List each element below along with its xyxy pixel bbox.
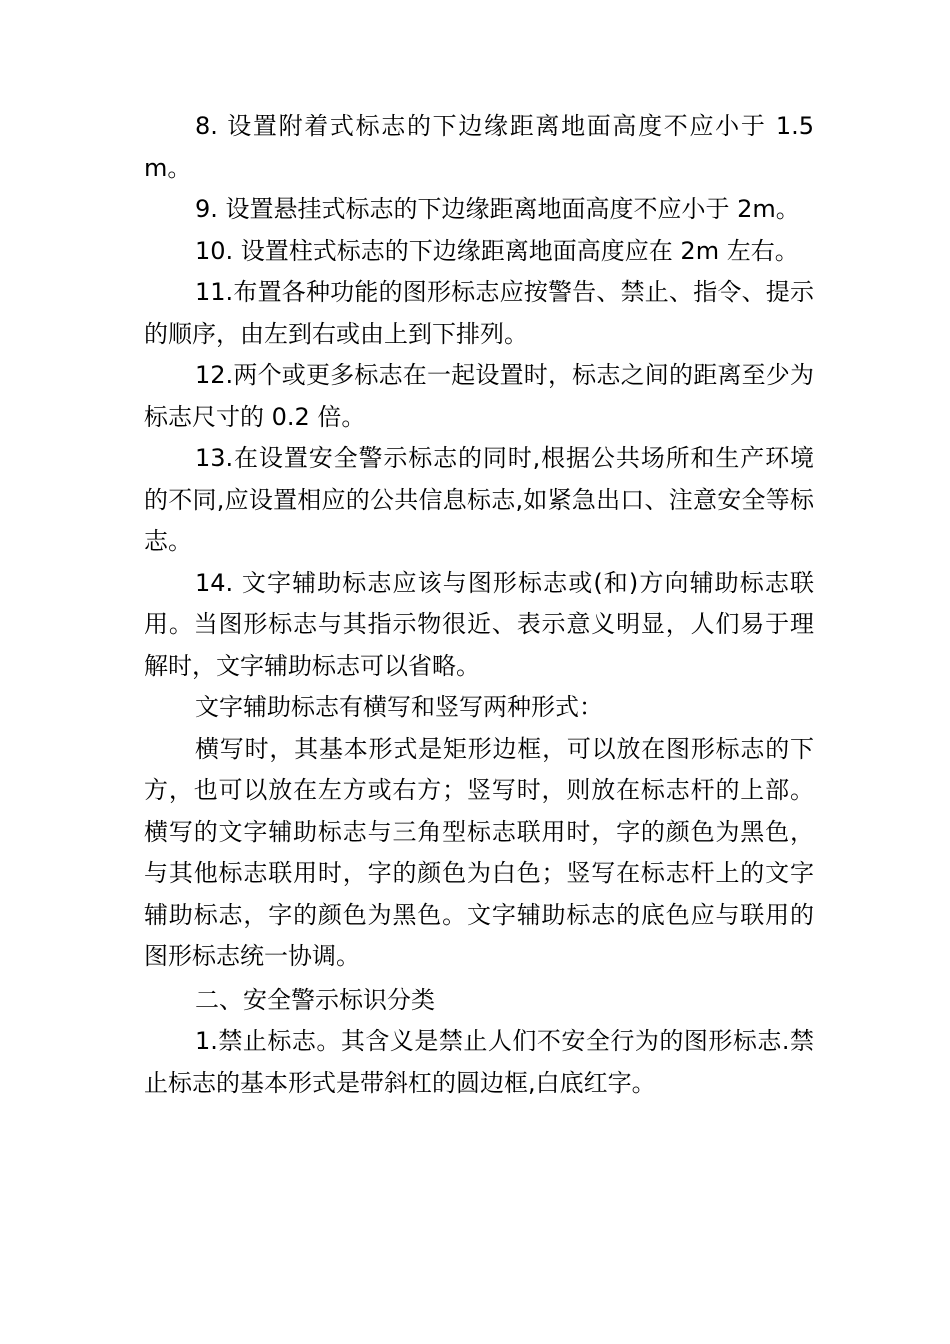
paragraph-item-14: 14. 文字辅助标志应该与图形标志或(和)方向辅助标志联用。当图形标志与其指示物很近、表示意义明显，人们易于理解时，文字辅助标志可以省略。 (144, 568, 814, 680)
paragraph-item-12: 12.两个或更多标志在一起设置时，标志之间的距离至少为标志尺寸的 0.2 倍。 (144, 361, 814, 431)
document-body (144, 106, 814, 1104)
paragraph-item-11: 11.布置各种功能的图形标志应按警告、禁止、指令、提示的顺序，由左到右或由上到下排列。 (144, 278, 814, 348)
paragraph-item-8: 8. 设置附着式标志的下边缘距离地面高度不应小于 1.5m。 (144, 112, 814, 182)
paragraph-item-13: 13.在设置安全警示标志的同时,根据公共场所和生产环境的不同,应设置相应的公共信息标志,如紧急出口、注意安全等标志。 (144, 444, 814, 555)
paragraph-item-10: 10. 设置柱式标志的下边缘距离地面高度应在 2m 左右。 (195, 236, 799, 265)
paragraph-text-aux-forms: 文字辅助标志有横写和竖写两种形式： (195, 693, 603, 721)
paragraph-prohibition-sign: 1.禁止标志。其含义是禁止人们不安全行为的图形标志.禁止标志的基本形式是带斜杠的圆边框,白底红字。 (144, 1027, 814, 1097)
paragraph-item-9: 9. 设置悬挂式标志的下边缘距离地面高度不应小于 2m。 (195, 195, 800, 223)
section-heading-classification: 二、安全警示标识分类 (195, 985, 435, 1014)
paragraph-horizontal-vertical: 横写时，其基本形式是矩形边框，可以放在图形标志的下方，也可以放在左方或右方；竖写时，则放在标志杆的上部。横写的文字辅助标志与三角型标志联用时，字的颜色为黑色，与其他标志联用时，字的颜色为白色；竖写在标志杆上的文字辅助标志，字的颜色为黑色。文字辅助标志的底色应与联用的图形标志统一协调。 (144, 734, 814, 970)
